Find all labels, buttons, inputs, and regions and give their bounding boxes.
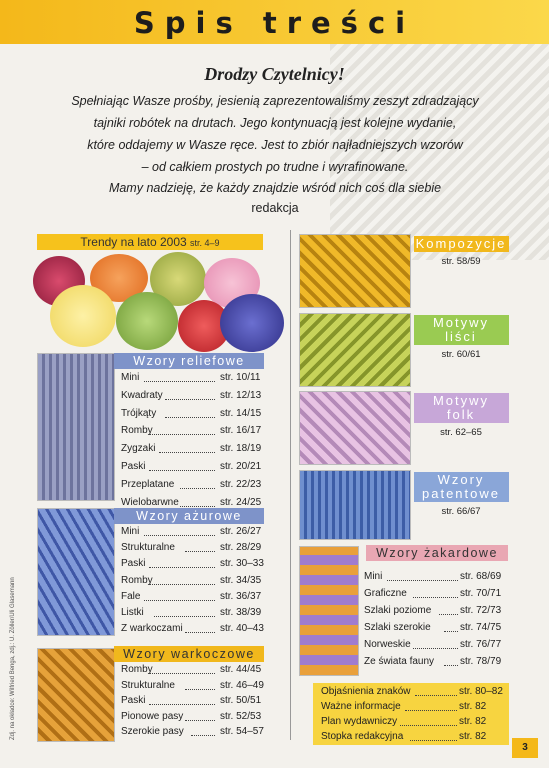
toc-entry-label: Szlaki szerokie bbox=[364, 622, 431, 633]
toc-entry-page: str. 78/79 bbox=[460, 656, 502, 667]
toc-leader-dots bbox=[149, 434, 215, 435]
toc-leader-dots bbox=[185, 551, 215, 552]
toc-entry-page: str. 12/13 bbox=[220, 390, 262, 401]
toc-entry-label: Paski bbox=[121, 461, 146, 472]
toc-leader-dots bbox=[185, 689, 215, 690]
toc-leader-dots bbox=[400, 725, 458, 726]
toc-entry-page: str. 80–82 bbox=[459, 686, 503, 697]
toc-entry-label: Romby bbox=[121, 425, 153, 436]
toc-entry-label: Plan wydawniczy bbox=[321, 716, 398, 727]
toc-entry-page: str. 14/15 bbox=[220, 408, 262, 419]
toc-leader-dots bbox=[444, 631, 458, 632]
photo-credit: Zdj. na okładce: Wilfried Benga, zdj.: U. Zöller/Uli Glasemann bbox=[10, 577, 16, 740]
toc-leader-dots bbox=[439, 614, 458, 615]
toc-entry-label: Mini bbox=[364, 571, 383, 582]
toc-leader-dots bbox=[144, 600, 215, 601]
azur-swatch bbox=[37, 508, 115, 636]
section-title: Motywy bbox=[432, 315, 490, 330]
section-title: Kompozycje bbox=[415, 236, 507, 251]
toc-entry-label: Przeplatane bbox=[121, 479, 175, 490]
toc-entry-label: Ze świata fauny bbox=[364, 656, 435, 667]
toc-entry-label: Wielobarwne bbox=[121, 497, 179, 508]
relief-swatch bbox=[37, 353, 115, 501]
cable-swatch bbox=[37, 648, 115, 742]
section-page: str. 58/59 bbox=[441, 256, 481, 267]
toc-entry-label: Z warkoczami bbox=[121, 623, 183, 634]
toc-entry-label: Mini bbox=[121, 372, 140, 383]
section-title: Wzory ażurowe bbox=[114, 508, 264, 524]
toc-entry-page: str. 46–49 bbox=[220, 680, 264, 691]
section-title: Motywy bbox=[432, 393, 490, 408]
toc-entry-page: str. 76/77 bbox=[460, 639, 502, 650]
toc-leader-dots bbox=[180, 506, 215, 507]
toc-entry-label: Trójkąty bbox=[121, 408, 157, 419]
toc-entry-page: str. 28/29 bbox=[220, 542, 262, 553]
toc-leader-dots bbox=[191, 735, 215, 736]
intro-line: Mamy nadzieję, że każdy znajdzie wśród nich coś dla siebie bbox=[108, 181, 442, 195]
toc-entry-page: str. 52/53 bbox=[220, 711, 262, 722]
toc-entry-label: Ważne informacje bbox=[321, 701, 401, 712]
page-header bbox=[0, 0, 549, 44]
toc-entry-label: Strukturalne bbox=[121, 680, 175, 691]
toc-entry-page: str. 54–57 bbox=[220, 726, 264, 737]
section-title: Wzory żakardowe bbox=[366, 545, 508, 561]
toc-entry-page: str. 24/25 bbox=[220, 497, 262, 508]
toc-leader-dots bbox=[144, 535, 215, 536]
section-title: patentowe bbox=[422, 486, 500, 501]
toc-leader-dots bbox=[149, 567, 215, 568]
toc-entry-page: str. 68/69 bbox=[460, 571, 502, 582]
toc-leader-dots bbox=[144, 381, 215, 382]
toc-leader-dots bbox=[387, 580, 458, 581]
toc-entry-label: Norweskie bbox=[364, 639, 411, 650]
toc-leader-dots bbox=[149, 704, 215, 705]
intro-line: które oddajemy w Wasze ręce. Jest to zbiór najładniejszych wzorów bbox=[87, 138, 463, 152]
trend-page: str. 4–9 bbox=[190, 238, 220, 248]
toc-entry-page: str. 30–33 bbox=[220, 558, 264, 569]
toc-entry-page: str. 72/73 bbox=[460, 605, 502, 616]
folk-swatch bbox=[299, 391, 411, 465]
toc-leader-dots bbox=[185, 632, 215, 633]
intro-line: Spełniając Wasze prośby, jesienią zaprezentowaliśmy zeszyt zdradzający bbox=[71, 94, 479, 108]
toc-entry-label: Objaśnienia znaków bbox=[321, 686, 411, 697]
toc-leader-dots bbox=[405, 710, 457, 711]
toc-entry-page: str. 38/39 bbox=[220, 607, 262, 618]
toc-leader-dots bbox=[444, 665, 458, 666]
lisci-swatch bbox=[299, 313, 411, 387]
toc-entry-label: Fale bbox=[121, 591, 141, 602]
trend-band bbox=[37, 234, 263, 250]
toc-entry-page: str. 82 bbox=[459, 701, 487, 712]
toc-leader-dots bbox=[149, 584, 215, 585]
section-page: str. 62–65 bbox=[440, 427, 482, 438]
toc-entry-label: Listki bbox=[121, 607, 144, 618]
section-title: Wzory reliefowe bbox=[114, 353, 264, 369]
toc-entry-page: str. 40–43 bbox=[220, 623, 264, 634]
patentowe-swatch bbox=[299, 470, 411, 540]
toc-leader-dots bbox=[149, 673, 215, 674]
toc-entry-label: Pionowe pasy bbox=[121, 711, 184, 722]
toc-entry-page: str. 22/23 bbox=[220, 479, 262, 490]
section-title: folk bbox=[446, 407, 476, 422]
section-title: Wzory bbox=[437, 472, 485, 487]
toc-entry-label: Paski bbox=[121, 558, 146, 569]
toc-leader-dots bbox=[410, 740, 457, 741]
intro-heading: Drodzy Czytelnicy! bbox=[204, 64, 345, 84]
section-title: liści bbox=[445, 329, 477, 344]
column-divider bbox=[290, 230, 291, 740]
toc-leader-dots bbox=[165, 399, 215, 400]
page-title: Spis treści bbox=[133, 6, 416, 40]
toc-entry-page: str. 36/37 bbox=[220, 591, 262, 602]
toc-entry-label: Zygzaki bbox=[121, 443, 156, 454]
toc-entry-page: str. 20/21 bbox=[220, 461, 262, 472]
trend-title: Trendy na lato 2003 bbox=[80, 235, 187, 249]
toc-entry-label: Graficzne bbox=[364, 588, 407, 599]
kompozycje-swatch bbox=[299, 234, 411, 308]
toc-entry-page: str. 82 bbox=[459, 716, 487, 727]
toc-leader-dots bbox=[185, 720, 215, 721]
toc-entry-page: str. 70/71 bbox=[460, 588, 502, 599]
toc-leader-dots bbox=[413, 648, 458, 649]
toc-entry-page: str. 50/51 bbox=[220, 695, 262, 706]
section-title: Wzory warkoczowe bbox=[114, 646, 264, 662]
intro-signature: redakcja bbox=[251, 201, 299, 215]
toc-leader-dots bbox=[180, 488, 215, 489]
toc-entry-page: str. 82 bbox=[459, 731, 487, 742]
section-page: str. 66/67 bbox=[441, 506, 481, 517]
zakard-swatch bbox=[299, 546, 359, 676]
toc-entry-page: str. 16/17 bbox=[220, 425, 262, 436]
toc-entry-page: str. 26/27 bbox=[220, 526, 262, 537]
toc-entry-label: Szlaki poziome bbox=[364, 605, 432, 616]
toc-entry-label: Stopka redakcyjna bbox=[321, 731, 404, 742]
toc-entry-page: str. 34/35 bbox=[220, 575, 262, 586]
toc-entry-label: Mini bbox=[121, 526, 140, 537]
toc-entry-label: Strukturalne bbox=[121, 542, 175, 553]
toc-entry-label: Szerokie pasy bbox=[121, 726, 184, 737]
intro-line: tajniki robótek na drutach. Jego kontynuacją jest kolejne wydanie, bbox=[93, 116, 457, 130]
intro-line: – od całkiem prostych po trudne i wyrafinowane. bbox=[141, 160, 409, 174]
toc-entry-page: str. 10/11 bbox=[220, 372, 261, 383]
toc-entry-label: Romby bbox=[121, 575, 153, 586]
toc-entry-label: Kwadraty bbox=[121, 390, 163, 401]
toc-entry-page: str. 18/19 bbox=[220, 443, 262, 454]
toc-leader-dots bbox=[415, 695, 457, 696]
toc-leader-dots bbox=[149, 470, 215, 471]
toc-entry-label: Romby bbox=[121, 664, 153, 675]
toc-entry-label: Paski bbox=[121, 695, 146, 706]
toc-entry-page: str. 74/75 bbox=[460, 622, 502, 633]
section-page: str. 60/61 bbox=[441, 349, 481, 360]
toc-leader-dots bbox=[413, 597, 458, 598]
toc-leader-dots bbox=[159, 452, 215, 453]
toc-entry-page: str. 44/45 bbox=[220, 664, 262, 675]
toc-leader-dots bbox=[165, 417, 215, 418]
toc-leader-dots bbox=[154, 616, 215, 617]
page-number: 3 bbox=[512, 738, 538, 758]
